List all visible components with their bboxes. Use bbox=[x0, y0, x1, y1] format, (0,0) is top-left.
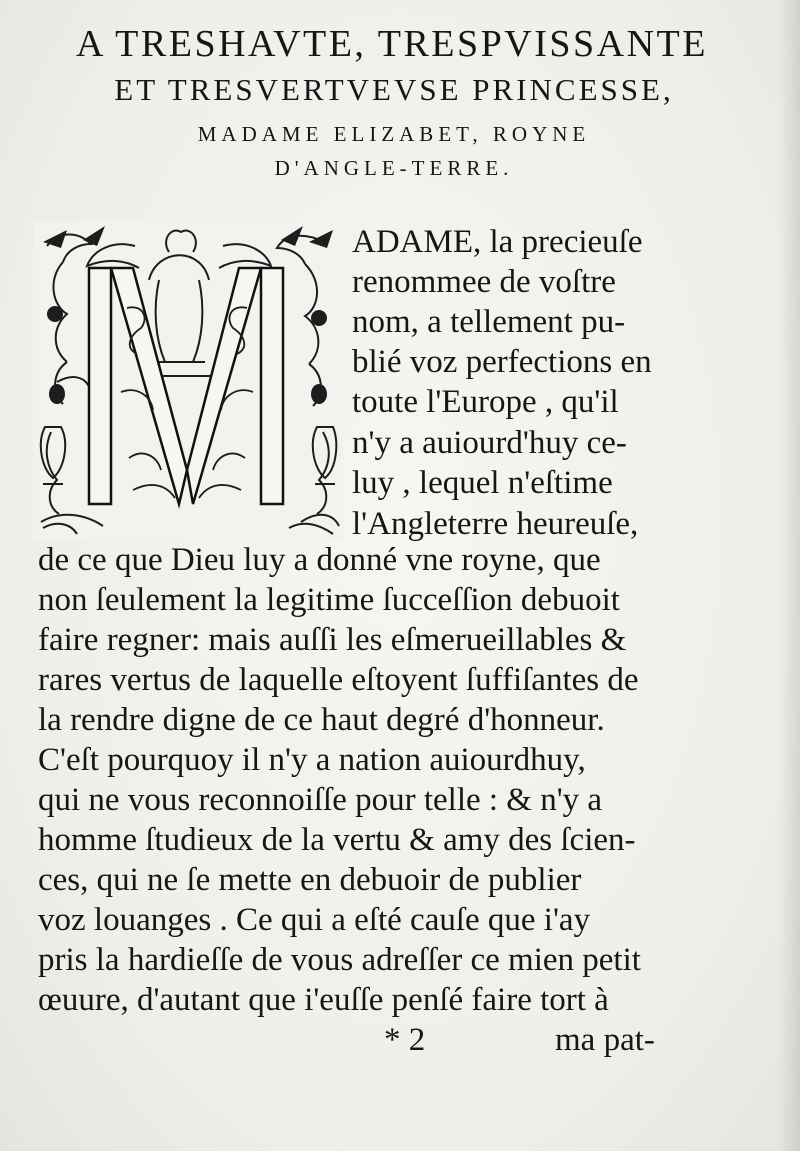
dedication-heading-line-3: MADAME ELIZABET, ROYNE bbox=[197, 122, 591, 146]
text-line: toute l'Europe , qu'il bbox=[352, 384, 619, 420]
text-line: pris la hardieſſe de vous adreſſer ce mien petit bbox=[38, 942, 641, 978]
signature-mark: * 2 bbox=[384, 1022, 426, 1058]
text-line: C'eſt pourquoy il n'y a nation auiourdhuy, bbox=[38, 742, 586, 778]
text-line: luy , lequel n'eſtime bbox=[352, 465, 613, 501]
text-line: n'y a auiourd'huy ce- bbox=[352, 425, 627, 461]
dedication-heading-line-4: D'ANGLE-TERRE. bbox=[274, 156, 514, 180]
decorated-initial-m-icon bbox=[33, 222, 343, 539]
text-line: l'Angleterre heureuſe, bbox=[352, 506, 639, 542]
text-line: ADAME, la precieuſe bbox=[352, 224, 643, 260]
text-line: ces, qui ne ſe mette en debuoir de publier bbox=[38, 862, 582, 898]
text-line: non ſeulement la legitime ſucceſſion debuoit bbox=[38, 582, 620, 618]
text-line: de ce que Dieu luy a donné vne royne, que bbox=[38, 542, 601, 578]
text-line: œuure, d'autant que i'euſſe penſé faire tort à bbox=[38, 982, 609, 1018]
text-line: la rendre digne de ce haut degré d'honneur. bbox=[38, 702, 605, 738]
text-line: rares vertus de laquelle eſtoyent ſuffiſantes de bbox=[38, 662, 639, 698]
text-line: qui ne vous reconnoiſſe pour telle : & n'y a bbox=[38, 782, 603, 818]
text-line: blié voz perfections en bbox=[352, 344, 652, 380]
catchword: ma pat- bbox=[555, 1022, 655, 1058]
dedication-heading-line-1: A TRESHAVTE, TRESPVISSANTE bbox=[76, 23, 708, 65]
text-line: voz louanges . Ce qui a eſté cauſe que i'ay bbox=[38, 902, 591, 938]
text-line: renommee de voſtre bbox=[352, 264, 616, 300]
text-line: faire regner: mais auſſi les eſmerueillables & bbox=[38, 622, 627, 658]
text-line: nom, a tellement pu- bbox=[352, 304, 626, 340]
text-line: homme ſtudieux de la vertu & amy des ſcien- bbox=[38, 822, 636, 858]
dedication-heading-line-2: ET TRESVERTVEVSE PRINCESSE, bbox=[114, 72, 674, 107]
